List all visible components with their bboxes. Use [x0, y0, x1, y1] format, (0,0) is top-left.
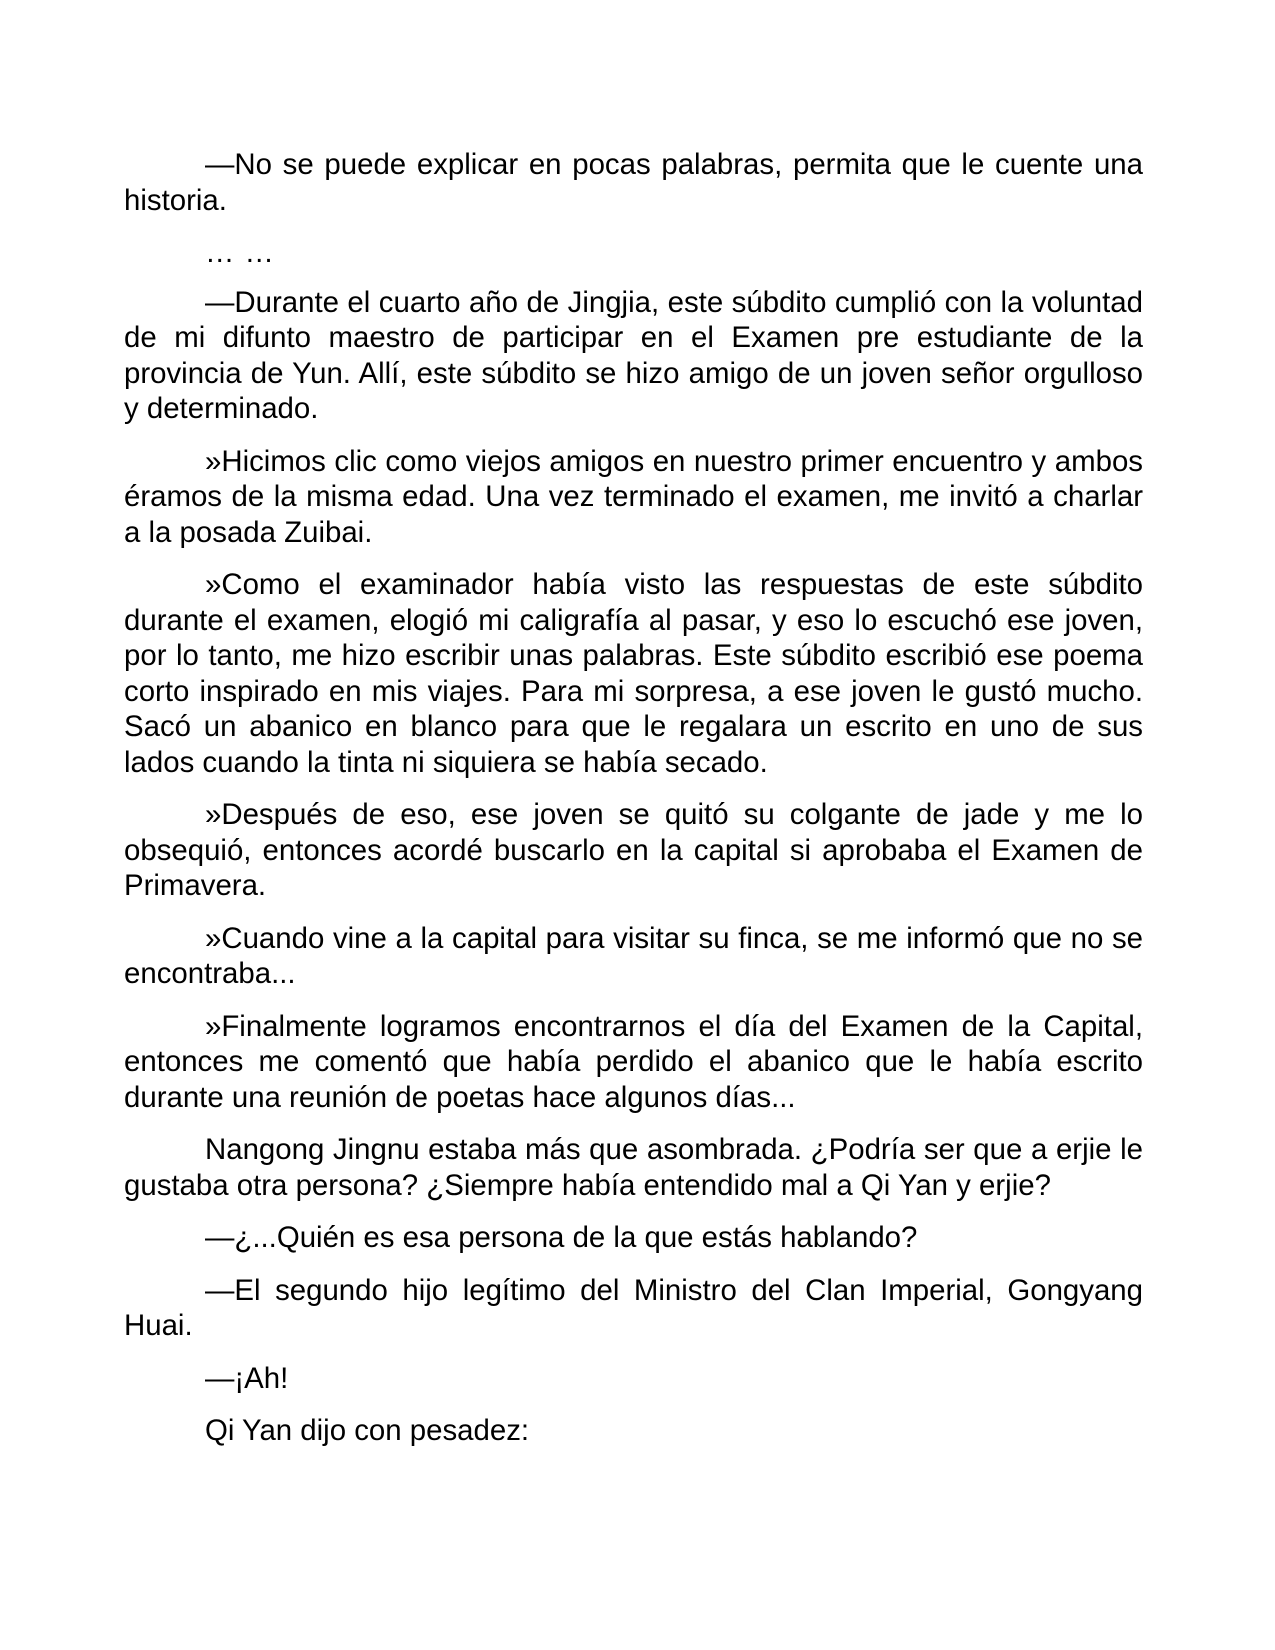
paragraph-5: »Como el examinador había visto las respuestas de este súbdito durante el examen, elogió mi caligrafía al pasar, y eso lo escuchó ese joven, por lo tanto, me hizo escribir unas palabras. Este súbdito escribió ese poema corto inspirado en mis viajes. Para mi sorpresa, a ese joven le gustó mucho. Sacó un abanico en blanco para que le regalara un escrito en uno de sus lados cuando la tinta ni siquiera se había secado.	[124, 568, 1143, 779]
paragraph-12: —¡Ah!	[205, 1361, 289, 1395]
paragraph-ellipsis: … …	[205, 236, 275, 269]
paragraph-10: —¿...Quién es esa persona de la que estás hablando?	[205, 1221, 918, 1254]
paragraph-3: —Durante el cuarto año de Jingjia, este súbdito cumplió con la voluntad de mi difunto maestro de participar en el Examen pre estudiante de la provincia de Yun. Allí, este súbdito se hizo amigo de un joven señor orgulloso y determinado.	[124, 285, 1143, 425]
paragraph-11: —El segundo hijo legítimo del Ministro del Clan Imperial, Gongyang Huai.	[124, 1273, 1143, 1342]
paragraph-8: »Finalmente logramos encontrarnos el día del Examen de la Capital, entonces me comentó que había perdido el abanico que le había escrito durante una reunión de poetas hace algunos días...	[124, 1009, 1143, 1114]
paragraph-1: —No se puede explicar en pocas palabras, permita que le cuente una historia.	[124, 148, 1143, 217]
page-text-body	[124, 147, 1143, 1466]
paragraph-4: »Hicimos clic como viejos amigos en nuestro primer encuentro y ambos éramos de la misma edad. Una vez terminado el examen, me invitó a charlar a la posada Zuibai.	[124, 444, 1143, 549]
paragraph-6: »Después de eso, ese joven se quitó su colgante de jade y me lo obsequió, entonces acordé buscarlo en la capital si aprobaba el Examen de Primavera.	[124, 798, 1143, 902]
paragraph-9: Nangong Jingnu estaba más que asombrada. ¿Podría ser que a erjie le gustaba otra persona? ¿Siempre había entendido mal a Qi Yan y erjie?	[124, 1133, 1143, 1202]
paragraph-13: Qi Yan dijo con pesadez:	[205, 1414, 530, 1447]
paragraph-7: »Cuando vine a la capital para visitar su finca, se me informó que no se encontraba...	[124, 921, 1143, 990]
